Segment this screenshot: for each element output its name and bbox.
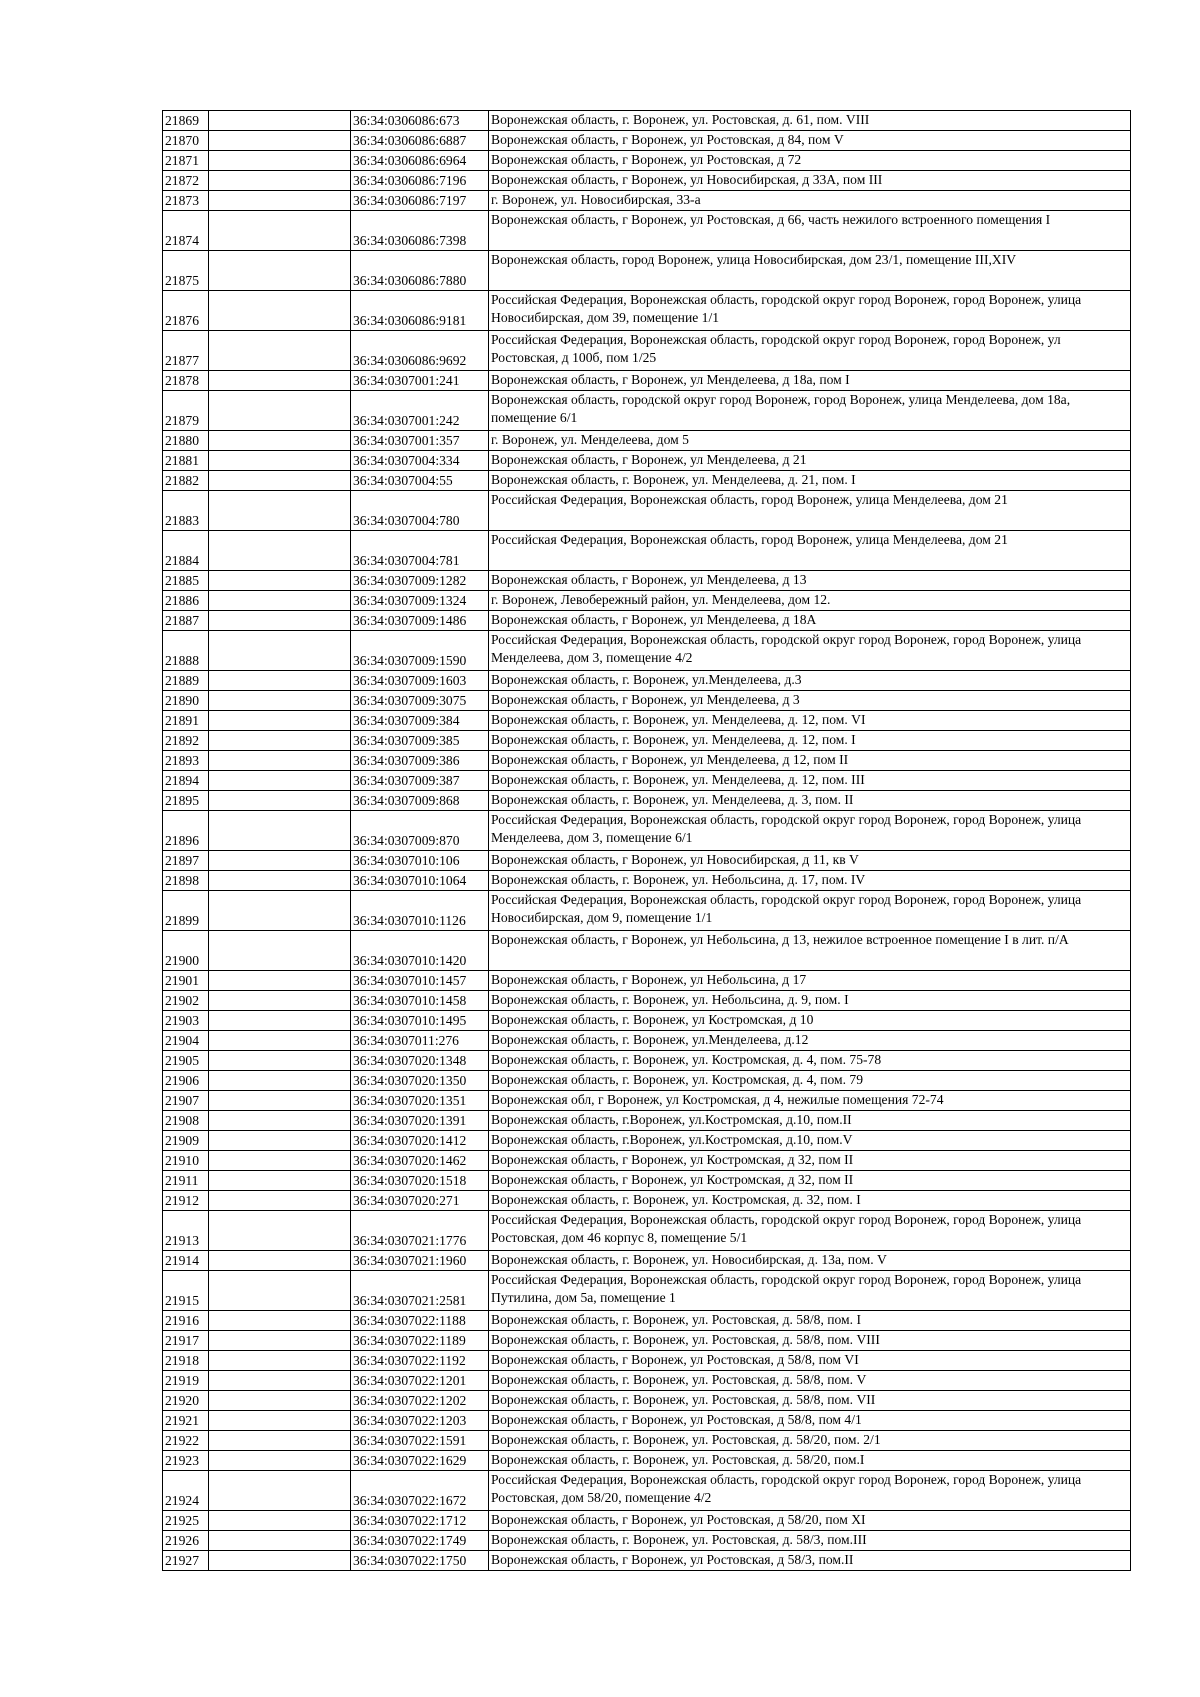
row-number-cell: 21875 bbox=[163, 251, 209, 291]
empty-cell bbox=[209, 1311, 351, 1331]
address-cell: Воронежская область, г. Воронеж, ул. Небольсина, д. 9, пом. I bbox=[489, 991, 1131, 1011]
address-cell: Российская Федерация, Воронежская область, городской округ город Воронеж, город Воронеж, улица Новосибирская, дом 9, помещение 1/1 bbox=[489, 891, 1131, 931]
empty-cell bbox=[209, 431, 351, 451]
cadastral-number-cell: 36:34:0307010:1457 bbox=[351, 971, 489, 991]
cadastral-number-cell: 36:34:0307001:357 bbox=[351, 431, 489, 451]
address-cell: Воронежская область, г Воронеж, ул Новосибирская, д 11, кв V bbox=[489, 851, 1131, 871]
address-cell: Воронежская область, г Воронеж, ул Ростовская, д 58/8, пом 4/1 bbox=[489, 1411, 1131, 1431]
empty-cell bbox=[209, 531, 351, 571]
row-number-cell: 21915 bbox=[163, 1271, 209, 1311]
cadastral-number-cell: 36:34:0307010:1064 bbox=[351, 871, 489, 891]
row-number-cell: 21924 bbox=[163, 1471, 209, 1511]
address-cell: Российская Федерация, Воронежская область, городской округ город Воронеж, город Воронеж, улица Путилина, дом 5а, помещение 1 bbox=[489, 1271, 1131, 1311]
cadastral-number-cell: 36:34:0307021:2581 bbox=[351, 1271, 489, 1311]
empty-cell bbox=[209, 1351, 351, 1371]
cadastral-number-cell: 36:34:0307020:1348 bbox=[351, 1051, 489, 1071]
cadastral-number-cell: 36:34:0306086:7880 bbox=[351, 251, 489, 291]
cadastral-number-cell: 36:34:0306086:6964 bbox=[351, 151, 489, 171]
cadastral-number-cell: 36:34:0307022:1591 bbox=[351, 1431, 489, 1451]
row-number-cell: 21901 bbox=[163, 971, 209, 991]
table-row bbox=[163, 1551, 1131, 1571]
empty-cell bbox=[209, 711, 351, 731]
row-number-cell: 21896 bbox=[163, 811, 209, 851]
empty-cell bbox=[209, 171, 351, 191]
address-cell: Воронежская область, г. Воронеж, ул. Новосибирская, д. 13а, пом. V bbox=[489, 1251, 1131, 1271]
empty-cell bbox=[209, 1531, 351, 1551]
empty-cell bbox=[209, 1191, 351, 1211]
empty-cell bbox=[209, 871, 351, 891]
cadastral-number-cell: 36:34:0307020:1462 bbox=[351, 1151, 489, 1171]
empty-cell bbox=[209, 1471, 351, 1511]
row-number-cell: 21882 bbox=[163, 471, 209, 491]
cadastral-number-cell: 36:34:0306086:7196 bbox=[351, 171, 489, 191]
cadastral-number-cell: 36:34:0307022:1188 bbox=[351, 1311, 489, 1331]
cadastral-number-cell: 36:34:0307020:1391 bbox=[351, 1111, 489, 1131]
row-number-cell: 21870 bbox=[163, 131, 209, 151]
address-cell: Воронежская область, г Воронеж, ул Менделеева, д 18а, пом I bbox=[489, 371, 1131, 391]
address-cell: Воронежская область, г. Воронеж, ул. Костромская, д. 4, пом. 75-78 bbox=[489, 1051, 1131, 1071]
table-row bbox=[163, 531, 1131, 571]
address-cell: Российская Федерация, Воронежская область, городской округ город Воронеж, город Воронеж, ул Ростовская, д 100б, пом 1/25 bbox=[489, 331, 1131, 371]
property-table-body bbox=[163, 111, 1131, 1571]
row-number-cell: 21923 bbox=[163, 1451, 209, 1471]
empty-cell bbox=[209, 471, 351, 491]
cadastral-number-cell: 36:34:0307022:1189 bbox=[351, 1331, 489, 1351]
table-row bbox=[163, 251, 1131, 291]
row-number-cell: 21902 bbox=[163, 991, 209, 1011]
table-row bbox=[163, 371, 1131, 391]
address-cell: г. Воронеж, ул. Менделеева, дом 5 bbox=[489, 431, 1131, 451]
row-number-cell: 21913 bbox=[163, 1211, 209, 1251]
cadastral-number-cell: 36:34:0307001:242 bbox=[351, 391, 489, 431]
address-cell: Российская Федерация, Воронежская область, город Воронеж, улица Менделеева, дом 21 bbox=[489, 491, 1131, 531]
cadastral-number-cell: 36:34:0307020:1412 bbox=[351, 1131, 489, 1151]
empty-cell bbox=[209, 491, 351, 531]
cadastral-number-cell: 36:34:0307010:1495 bbox=[351, 1011, 489, 1031]
table-row bbox=[163, 151, 1131, 171]
table-row bbox=[163, 1531, 1131, 1551]
cadastral-number-cell: 36:34:0307022:1672 bbox=[351, 1471, 489, 1511]
row-number-cell: 21904 bbox=[163, 1031, 209, 1051]
address-cell: г. Воронеж, ул. Новосибирская, 33-а bbox=[489, 191, 1131, 211]
table-row bbox=[163, 471, 1131, 491]
table-row bbox=[163, 1271, 1131, 1311]
empty-cell bbox=[209, 851, 351, 871]
empty-cell bbox=[209, 451, 351, 471]
table-row bbox=[163, 1151, 1131, 1171]
empty-cell bbox=[209, 1451, 351, 1471]
empty-cell bbox=[209, 731, 351, 751]
empty-cell bbox=[209, 751, 351, 771]
cadastral-number-cell: 36:34:0307009:386 bbox=[351, 751, 489, 771]
row-number-cell: 21918 bbox=[163, 1351, 209, 1371]
empty-cell bbox=[209, 811, 351, 851]
cadastral-number-cell: 36:34:0307009:385 bbox=[351, 731, 489, 751]
address-cell: г. Воронеж, Левобережный район, ул. Менделеева, дом 12. bbox=[489, 591, 1131, 611]
address-cell: Воронежская область, г Воронеж, ул Менделеева, д 3 bbox=[489, 691, 1131, 711]
row-number-cell: 21910 bbox=[163, 1151, 209, 1171]
address-cell: Воронежская область, г. Воронеж, ул. Ростовская, д. 58/8, пом. VII bbox=[489, 1391, 1131, 1411]
address-cell: Воронежская область, г. Воронеж, ул. Ростовская, д. 58/8, пом. V bbox=[489, 1371, 1131, 1391]
cadastral-number-cell: 36:34:0307009:868 bbox=[351, 791, 489, 811]
table-row bbox=[163, 1411, 1131, 1431]
table-row bbox=[163, 1371, 1131, 1391]
address-cell: Воронежская область, г Воронеж, ул Ростовская, д 58/3, пом.II bbox=[489, 1551, 1131, 1571]
table-row bbox=[163, 991, 1131, 1011]
row-number-cell: 21871 bbox=[163, 151, 209, 171]
row-number-cell: 21874 bbox=[163, 211, 209, 251]
cadastral-number-cell: 36:34:0307022:1749 bbox=[351, 1531, 489, 1551]
cadastral-number-cell: 36:34:0307020:271 bbox=[351, 1191, 489, 1211]
address-cell: Российская Федерация, Воронежская область, город Воронеж, улица Менделеева, дом 21 bbox=[489, 531, 1131, 571]
row-number-cell: 21880 bbox=[163, 431, 209, 451]
row-number-cell: 21899 bbox=[163, 891, 209, 931]
empty-cell bbox=[209, 291, 351, 331]
cadastral-number-cell: 36:34:0307021:1776 bbox=[351, 1211, 489, 1251]
address-cell: Воронежская область, г. Воронеж, ул.Менделеева, д.12 bbox=[489, 1031, 1131, 1051]
row-number-cell: 21892 bbox=[163, 731, 209, 751]
address-cell: Воронежская область, г. Воронеж, ул. Ростовская, д. 61, пом. VIII bbox=[489, 111, 1131, 131]
row-number-cell: 21912 bbox=[163, 1191, 209, 1211]
table-row bbox=[163, 571, 1131, 591]
address-cell: Воронежская область, г Воронеж, ул Ростовская, д 66, часть нежилого встроенного помещения I bbox=[489, 211, 1131, 251]
empty-cell bbox=[209, 1151, 351, 1171]
row-number-cell: 21897 bbox=[163, 851, 209, 871]
row-number-cell: 21878 bbox=[163, 371, 209, 391]
row-number-cell: 21898 bbox=[163, 871, 209, 891]
address-cell: Российская Федерация, Воронежская область, городской округ город Воронеж, город Воронеж, улица Ростовская, дом 46 корпус 8, помещение 5/1 bbox=[489, 1211, 1131, 1251]
table-row bbox=[163, 1451, 1131, 1471]
property-table bbox=[162, 110, 1131, 1571]
empty-cell bbox=[209, 611, 351, 631]
empty-cell bbox=[209, 1331, 351, 1351]
cadastral-number-cell: 36:34:0306086:9692 bbox=[351, 331, 489, 371]
cadastral-number-cell: 36:34:0307004:334 bbox=[351, 451, 489, 471]
address-cell: Воронежская область, г Воронеж, ул Ростовская, д 72 bbox=[489, 151, 1131, 171]
table-row bbox=[163, 1331, 1131, 1351]
row-number-cell: 21876 bbox=[163, 291, 209, 331]
empty-cell bbox=[209, 1551, 351, 1571]
table-row bbox=[163, 891, 1131, 931]
row-number-cell: 21907 bbox=[163, 1091, 209, 1111]
table-row bbox=[163, 631, 1131, 671]
row-number-cell: 21893 bbox=[163, 751, 209, 771]
table-row bbox=[163, 391, 1131, 431]
row-number-cell: 21906 bbox=[163, 1071, 209, 1091]
address-cell: Воронежская область, г.Воронеж, ул.Костромская, д.10, пом.V bbox=[489, 1131, 1131, 1151]
table-row bbox=[163, 1031, 1131, 1051]
cadastral-number-cell: 36:34:0307022:1201 bbox=[351, 1371, 489, 1391]
table-row bbox=[163, 431, 1131, 451]
empty-cell bbox=[209, 211, 351, 251]
cadastral-number-cell: 36:34:0307004:781 bbox=[351, 531, 489, 571]
address-cell: Российская Федерация, Воронежская область, городской округ город Воронеж, город Воронеж, улица Менделеева, дом 3, помещение 6/1 bbox=[489, 811, 1131, 851]
empty-cell bbox=[209, 1031, 351, 1051]
address-cell: Воронежская область, г. Воронеж, ул. Костромская, д. 32, пом. I bbox=[489, 1191, 1131, 1211]
row-number-cell: 21885 bbox=[163, 571, 209, 591]
empty-cell bbox=[209, 771, 351, 791]
table-row bbox=[163, 931, 1131, 971]
empty-cell bbox=[209, 1011, 351, 1031]
address-cell: Российская Федерация, Воронежская область, городской округ город Воронеж, город Воронеж, улица Ростовская, дом 58/20, помещение 4/2 bbox=[489, 1471, 1131, 1511]
table-row bbox=[163, 1431, 1131, 1451]
cadastral-number-cell: 36:34:0307010:1420 bbox=[351, 931, 489, 971]
address-cell: Воронежская область, г Воронеж, ул Небольсина, д 13, нежилое встроенное помещение I в лит. п/А bbox=[489, 931, 1131, 971]
cadastral-number-cell: 36:34:0306086:7197 bbox=[351, 191, 489, 211]
cadastral-number-cell: 36:34:0307010:106 bbox=[351, 851, 489, 871]
table-row bbox=[163, 1091, 1131, 1111]
table-row bbox=[163, 811, 1131, 851]
row-number-cell: 21925 bbox=[163, 1511, 209, 1531]
table-row bbox=[163, 851, 1131, 871]
empty-cell bbox=[209, 931, 351, 971]
table-row bbox=[163, 171, 1131, 191]
cadastral-number-cell: 36:34:0307022:1192 bbox=[351, 1351, 489, 1371]
address-cell: Воронежская область, г. Воронеж, ул. Менделеева, д. 12, пом. I bbox=[489, 731, 1131, 751]
cadastral-number-cell: 36:34:0307009:387 bbox=[351, 771, 489, 791]
cadastral-number-cell: 36:34:0307009:1486 bbox=[351, 611, 489, 631]
row-number-cell: 21888 bbox=[163, 631, 209, 671]
row-number-cell: 21920 bbox=[163, 1391, 209, 1411]
address-cell: Воронежская область, г Воронеж, ул Менделеева, д 18А bbox=[489, 611, 1131, 631]
row-number-cell: 21922 bbox=[163, 1431, 209, 1451]
table-row bbox=[163, 751, 1131, 771]
row-number-cell: 21872 bbox=[163, 171, 209, 191]
address-cell: Воронежская область, г Воронеж, ул Ростовская, д 84, пом V bbox=[489, 131, 1131, 151]
cadastral-number-cell: 36:34:0307010:1458 bbox=[351, 991, 489, 1011]
address-cell: Воронежская область, г. Воронеж, ул. Костромская, д. 4, пом. 79 bbox=[489, 1071, 1131, 1091]
address-cell: Воронежская область, г. Воронеж, ул. Ростовская, д. 58/20, пом. 2/1 bbox=[489, 1431, 1131, 1451]
empty-cell bbox=[209, 1071, 351, 1091]
table-row bbox=[163, 131, 1131, 151]
table-row bbox=[163, 291, 1131, 331]
table-row bbox=[163, 791, 1131, 811]
row-number-cell: 21908 bbox=[163, 1111, 209, 1131]
empty-cell bbox=[209, 571, 351, 591]
address-cell: Воронежская обл, г Воронеж, ул Костромская, д 4, нежилые помещения 72-74 bbox=[489, 1091, 1131, 1111]
table-row bbox=[163, 971, 1131, 991]
cadastral-number-cell: 36:34:0307020:1350 bbox=[351, 1071, 489, 1091]
row-number-cell: 21877 bbox=[163, 331, 209, 371]
table-row bbox=[163, 1111, 1131, 1131]
row-number-cell: 21890 bbox=[163, 691, 209, 711]
empty-cell bbox=[209, 131, 351, 151]
empty-cell bbox=[209, 1091, 351, 1111]
cadastral-number-cell: 36:34:0307001:241 bbox=[351, 371, 489, 391]
cadastral-number-cell: 36:34:0307022:1202 bbox=[351, 1391, 489, 1411]
table-row bbox=[163, 1391, 1131, 1411]
empty-cell bbox=[209, 111, 351, 131]
table-row bbox=[163, 1071, 1131, 1091]
row-number-cell: 21884 bbox=[163, 531, 209, 571]
address-cell: Воронежская область, г Воронеж, ул Менделеева, д 12, пом II bbox=[489, 751, 1131, 771]
empty-cell bbox=[209, 1391, 351, 1411]
table-row bbox=[163, 1351, 1131, 1371]
empty-cell bbox=[209, 1111, 351, 1131]
empty-cell bbox=[209, 1171, 351, 1191]
address-cell: Российская Федерация, Воронежская область, городской округ город Воронеж, город Воронеж, улица Менделеева, дом 3, помещение 4/2 bbox=[489, 631, 1131, 671]
address-cell: Воронежская область, г.Воронеж, ул.Костромская, д.10, пом.II bbox=[489, 1111, 1131, 1131]
row-number-cell: 21900 bbox=[163, 931, 209, 971]
table-row bbox=[163, 611, 1131, 631]
address-cell: Воронежская область, город Воронеж, улица Новосибирская, дом 23/1, помещение III,XIV bbox=[489, 251, 1131, 291]
address-cell: Российская Федерация, Воронежская область, городской округ город Воронеж, город Воронеж, улица Новосибирская, дом 39, помещение 1/1 bbox=[489, 291, 1131, 331]
row-number-cell: 21916 bbox=[163, 1311, 209, 1331]
address-cell: Воронежская область, г Воронеж, ул Костромская, д 32, пом II bbox=[489, 1151, 1131, 1171]
table-row bbox=[163, 451, 1131, 471]
cadastral-number-cell: 36:34:0307022:1629 bbox=[351, 1451, 489, 1471]
row-number-cell: 21926 bbox=[163, 1531, 209, 1551]
empty-cell bbox=[209, 891, 351, 931]
table-row bbox=[163, 771, 1131, 791]
table-row bbox=[163, 111, 1131, 131]
table-row bbox=[163, 591, 1131, 611]
cadastral-number-cell: 36:34:0307009:1603 bbox=[351, 671, 489, 691]
table-row bbox=[163, 1171, 1131, 1191]
cadastral-number-cell: 36:34:0307022:1750 bbox=[351, 1551, 489, 1571]
address-cell: Воронежская область, г. Воронеж, ул. Менделеева, д. 12, пом. VI bbox=[489, 711, 1131, 731]
table-row bbox=[163, 711, 1131, 731]
empty-cell bbox=[209, 1511, 351, 1531]
address-cell: Воронежская область, г Воронеж, ул Небольсина, д 17 bbox=[489, 971, 1131, 991]
row-number-cell: 21905 bbox=[163, 1051, 209, 1071]
cadastral-number-cell: 36:34:0306086:9181 bbox=[351, 291, 489, 331]
row-number-cell: 21883 bbox=[163, 491, 209, 531]
row-number-cell: 21903 bbox=[163, 1011, 209, 1031]
empty-cell bbox=[209, 1271, 351, 1311]
empty-cell bbox=[209, 971, 351, 991]
address-cell: Воронежская область, г Воронеж, ул Менделеева, д 21 bbox=[489, 451, 1131, 471]
address-cell: Воронежская область, г. Воронеж, ул. Ростовская, д. 58/8, пом. VIII bbox=[489, 1331, 1131, 1351]
empty-cell bbox=[209, 591, 351, 611]
cadastral-number-cell: 36:34:0307011:276 bbox=[351, 1031, 489, 1051]
empty-cell bbox=[209, 391, 351, 431]
empty-cell bbox=[209, 331, 351, 371]
address-cell: Воронежская область, г. Воронеж, ул Костромская, д 10 bbox=[489, 1011, 1131, 1031]
address-cell: Воронежская область, г Воронеж, ул Костромская, д 32, пом II bbox=[489, 1171, 1131, 1191]
row-number-cell: 21881 bbox=[163, 451, 209, 471]
address-cell: Воронежская область, г. Воронеж, ул. Менделеева, д. 21, пом. I bbox=[489, 471, 1131, 491]
table-row bbox=[163, 871, 1131, 891]
cadastral-number-cell: 36:34:0307009:870 bbox=[351, 811, 489, 851]
table-row bbox=[163, 191, 1131, 211]
address-cell: Воронежская область, г. Воронеж, ул. Менделеева, д. 3, пом. II bbox=[489, 791, 1131, 811]
cadastral-number-cell: 36:34:0307009:1590 bbox=[351, 631, 489, 671]
row-number-cell: 21895 bbox=[163, 791, 209, 811]
empty-cell bbox=[209, 251, 351, 291]
empty-cell bbox=[209, 371, 351, 391]
address-cell: Воронежская область, г. Воронеж, ул. Ростовская, д. 58/20, пом.I bbox=[489, 1451, 1131, 1471]
row-number-cell: 21911 bbox=[163, 1171, 209, 1191]
row-number-cell: 21927 bbox=[163, 1551, 209, 1571]
row-number-cell: 21869 bbox=[163, 111, 209, 131]
address-cell: Воронежская область, г. Воронеж, ул. Ростовская, д. 58/8, пом. I bbox=[489, 1311, 1131, 1331]
cadastral-number-cell: 36:34:0306086:7398 bbox=[351, 211, 489, 251]
row-number-cell: 21909 bbox=[163, 1131, 209, 1151]
empty-cell bbox=[209, 151, 351, 171]
cadastral-number-cell: 36:34:0307010:1126 bbox=[351, 891, 489, 931]
table-row bbox=[163, 331, 1131, 371]
address-cell: Воронежская область, г Воронеж, ул Ростовская, д 58/8, пом VI bbox=[489, 1351, 1131, 1371]
table-row bbox=[163, 211, 1131, 251]
cadastral-number-cell: 36:34:0307020:1351 bbox=[351, 1091, 489, 1111]
empty-cell bbox=[209, 991, 351, 1011]
cadastral-number-cell: 36:34:0306086:6887 bbox=[351, 131, 489, 151]
row-number-cell: 21891 bbox=[163, 711, 209, 731]
empty-cell bbox=[209, 1051, 351, 1071]
table-row bbox=[163, 731, 1131, 751]
address-cell: Воронежская область, г. Воронеж, ул. Ростовская, д. 58/3, пом.III bbox=[489, 1531, 1131, 1551]
row-number-cell: 21917 bbox=[163, 1331, 209, 1351]
empty-cell bbox=[209, 1211, 351, 1251]
empty-cell bbox=[209, 191, 351, 211]
empty-cell bbox=[209, 631, 351, 671]
empty-cell bbox=[209, 1131, 351, 1151]
cadastral-number-cell: 36:34:0307009:1282 bbox=[351, 571, 489, 591]
empty-cell bbox=[209, 671, 351, 691]
row-number-cell: 21914 bbox=[163, 1251, 209, 1271]
address-cell: Воронежская область, г. Воронеж, ул.Менделеева, д.3 bbox=[489, 671, 1131, 691]
row-number-cell: 21879 bbox=[163, 391, 209, 431]
empty-cell bbox=[209, 1411, 351, 1431]
cadastral-number-cell: 36:34:0307009:384 bbox=[351, 711, 489, 731]
cadastral-number-cell: 36:34:0307004:780 bbox=[351, 491, 489, 531]
cadastral-number-cell: 36:34:0307009:3075 bbox=[351, 691, 489, 711]
row-number-cell: 21887 bbox=[163, 611, 209, 631]
table-row bbox=[163, 1311, 1131, 1331]
table-row bbox=[163, 1511, 1131, 1531]
address-cell: Воронежская область, г. Воронеж, ул. Менделеева, д. 12, пом. III bbox=[489, 771, 1131, 791]
address-cell: Воронежская область, г Воронеж, ул Новосибирская, д 33А, пом III bbox=[489, 171, 1131, 191]
row-number-cell: 21921 bbox=[163, 1411, 209, 1431]
row-number-cell: 21886 bbox=[163, 591, 209, 611]
row-number-cell: 21919 bbox=[163, 1371, 209, 1391]
table-row bbox=[163, 671, 1131, 691]
empty-cell bbox=[209, 691, 351, 711]
cadastral-number-cell: 36:34:0306086:673 bbox=[351, 111, 489, 131]
empty-cell bbox=[209, 1431, 351, 1451]
address-cell: Воронежская область, г. Воронеж, ул. Небольсина, д. 17, пом. IV bbox=[489, 871, 1131, 891]
table-row bbox=[163, 1251, 1131, 1271]
table-row bbox=[163, 1131, 1131, 1151]
table-row bbox=[163, 1211, 1131, 1251]
row-number-cell: 21889 bbox=[163, 671, 209, 691]
address-cell: Воронежская область, г Воронеж, ул Менделеева, д 13 bbox=[489, 571, 1131, 591]
address-cell: Воронежская область, городской округ город Воронеж, город Воронеж, улица Менделеева, дом 18а, помещение 6/1 bbox=[489, 391, 1131, 431]
empty-cell bbox=[209, 791, 351, 811]
table-row bbox=[163, 1051, 1131, 1071]
cadastral-number-cell: 36:34:0307022:1203 bbox=[351, 1411, 489, 1431]
cadastral-number-cell: 36:34:0307009:1324 bbox=[351, 591, 489, 611]
cadastral-number-cell: 36:34:0307022:1712 bbox=[351, 1511, 489, 1531]
table-row bbox=[163, 1471, 1131, 1511]
cadastral-number-cell: 36:34:0307020:1518 bbox=[351, 1171, 489, 1191]
empty-cell bbox=[209, 1371, 351, 1391]
row-number-cell: 21894 bbox=[163, 771, 209, 791]
cadastral-number-cell: 36:34:0307021:1960 bbox=[351, 1251, 489, 1271]
cadastral-number-cell: 36:34:0307004:55 bbox=[351, 471, 489, 491]
table-row bbox=[163, 1011, 1131, 1031]
table-row bbox=[163, 1191, 1131, 1211]
table-row bbox=[163, 491, 1131, 531]
address-cell: Воронежская область, г Воронеж, ул Ростовская, д 58/20, пом XI bbox=[489, 1511, 1131, 1531]
row-number-cell: 21873 bbox=[163, 191, 209, 211]
empty-cell bbox=[209, 1251, 351, 1271]
table-row bbox=[163, 691, 1131, 711]
